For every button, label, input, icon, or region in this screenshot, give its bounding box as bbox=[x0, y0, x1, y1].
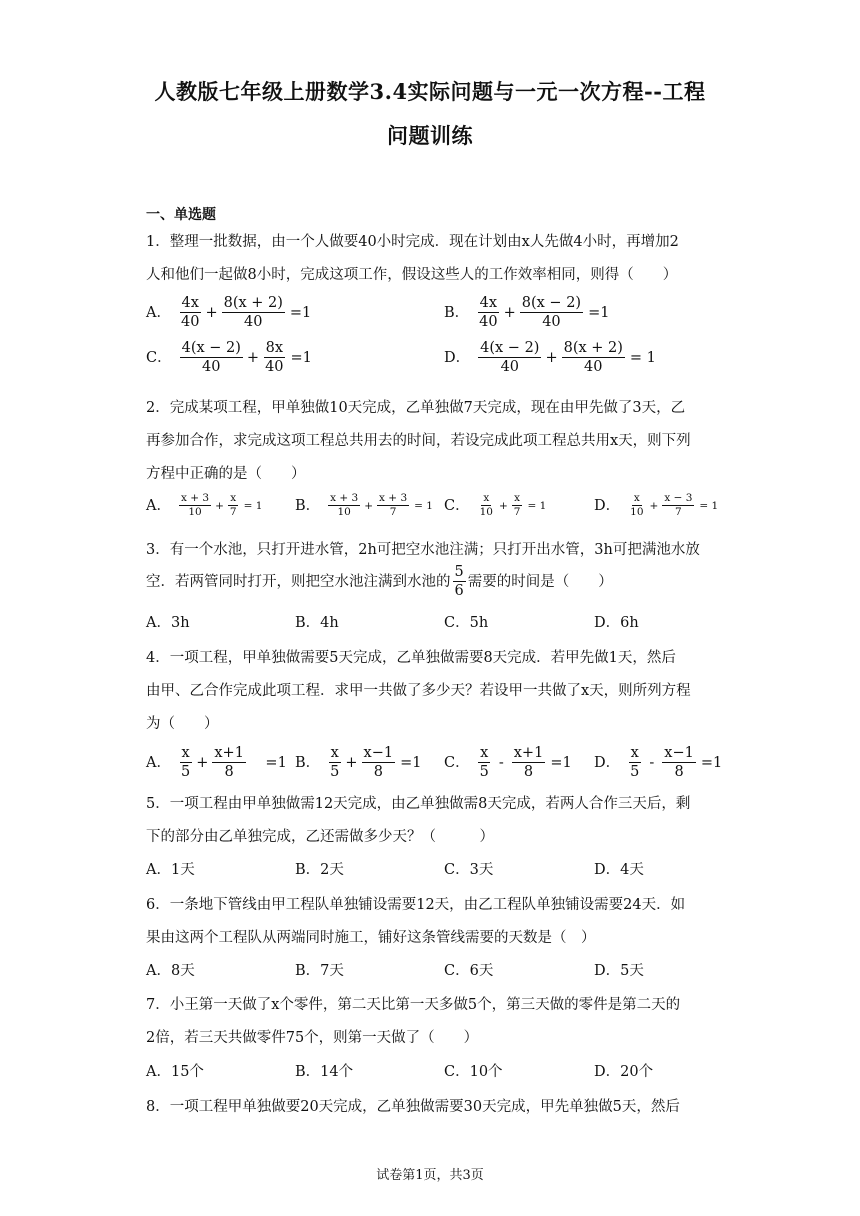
fraction: $\frac{x}{7}$ bbox=[513, 492, 521, 518]
question-7-line: 2倍，若三天共做零件75个，则第一天做了（ ） bbox=[146, 1030, 479, 1046]
option-label: D． bbox=[594, 754, 621, 771]
page-footer: 试卷第1页，共3页 bbox=[376, 1168, 484, 1183]
question-1-option-c[interactable]: C． $\frac{4(x - 2)}{40}$ + $\frac{8x}{40}$ =1 bbox=[146, 340, 312, 375]
question-2-option-b[interactable]: B． $\frac{x + 3}{10}$ + $\frac{x + 3}{7}$ = 1 bbox=[295, 492, 433, 518]
option-label: C． bbox=[146, 349, 172, 366]
question-2-option-a[interactable]: A． $\frac{x + 3}{10}$ + $\frac{x}{7}$ = 1 bbox=[146, 492, 263, 518]
option-label: B． bbox=[444, 304, 470, 321]
question-6-option-a[interactable]: A．8天 bbox=[146, 963, 195, 979]
question-4-option-c[interactable]: C． $\frac{x}{5}$ - $\frac{x+1}{8}$ =1 bbox=[444, 745, 572, 780]
question-1-option-d[interactable]: D． $\frac{4(x - 2)}{40}$ + $\frac{8(x + 2)}{40}$ = 1 bbox=[444, 340, 656, 375]
question-2-line: 再参加合作，求完成这项工程总共用去的时间，若设完成此项工程总共用x天，则下列 bbox=[146, 433, 691, 449]
question-7-line: 7．小王第一天做了x个零件，第二天比第一天多做5个，第三天做的零件是第二天的 bbox=[146, 997, 681, 1013]
fraction: $\frac{8(x + 2)}{40}$ bbox=[223, 295, 283, 330]
question-1-line: 1．整理一批数据，由一个人做要40小时完成．现在计划由x人先做4小时，再增加2 bbox=[146, 234, 679, 250]
fraction: $\frac{x+1}{8}$ bbox=[214, 745, 244, 780]
question-7-option-b[interactable]: B．14个 bbox=[295, 1064, 354, 1080]
question-4-option-b[interactable]: B． $\frac{x}{5}$ + $\frac{x-1}{8}$ =1 bbox=[295, 745, 422, 780]
fraction: $\frac{4(x - 2)}{40}$ bbox=[181, 340, 241, 375]
question-1-option-b[interactable]: B． $\frac{4x}{40}$ + $\frac{8(x - 2)}{40}$ =1 bbox=[444, 295, 610, 330]
question-6-option-d[interactable]: D．5天 bbox=[594, 963, 644, 979]
question-3-line: 空．若两管同时打开，则把空水池注满到水池的 $\frac{5}{6}$ 需要的时间是（ ） bbox=[146, 564, 613, 599]
question-4-option-d[interactable]: D． $\frac{x}{5}$ - $\frac{x-1}{8}$ =1 bbox=[594, 745, 723, 780]
fraction: $\frac{x}{10}$ bbox=[630, 492, 644, 518]
question-4-line: 4．一项工程，甲单独做需要5天完成，乙单独做需要8天完成．若甲先做1天，然后 bbox=[146, 650, 676, 666]
question-5-option-d[interactable]: D．4天 bbox=[594, 862, 644, 878]
question-7-option-a[interactable]: A．15个 bbox=[146, 1064, 204, 1080]
question-6-line: 果由这两个工程队从两端同时施工，铺好这条管线需要的天数是（ ） bbox=[146, 930, 596, 946]
option-label: A． bbox=[146, 754, 171, 771]
question-6-option-b[interactable]: B．7天 bbox=[295, 963, 344, 979]
option-label: A． bbox=[146, 497, 171, 514]
question-3-option-a[interactable]: A．3h bbox=[146, 615, 190, 631]
question-5-line: 下的部分由乙单独完成，乙还需做多少天？（ ） bbox=[146, 829, 494, 845]
question-4-option-a[interactable]: A． $\frac{x}{5}$ + $\frac{x+1}{8}$ =1 bbox=[146, 745, 287, 780]
question-1-line: 人和他们一起做8小时，完成这项工作，假设这些人的工作效率相同，则得（ ） bbox=[146, 267, 678, 283]
question-2-option-d[interactable]: D． $\frac{x}{10}$ + $\frac{x - 3}{7}$ = 1 bbox=[594, 492, 719, 518]
option-label: C． bbox=[444, 754, 470, 771]
question-2-line: 方程中正确的是（ ） bbox=[146, 466, 306, 482]
question-8-line: 8．一项工程甲单独做要20天完成，乙单独做需要30天完成，甲先单独做5天，然后 bbox=[146, 1099, 680, 1115]
option-label: B． bbox=[295, 497, 321, 514]
question-4-line: 为（ ） bbox=[146, 716, 219, 732]
fraction: $\frac{x+1}{8}$ bbox=[513, 745, 544, 780]
question-3-option-b[interactable]: B．4h bbox=[295, 615, 339, 631]
fraction: $\frac{x}{5}$ bbox=[330, 745, 340, 780]
question-5-line: 5．一项工程由甲单独做需12天完成，由乙单独做需8天完成，若两人合作三天后，剩 bbox=[146, 796, 691, 812]
option-label: C． bbox=[444, 497, 470, 514]
question-6-line: 6．一条地下管线由甲工程队单独铺设需要12天，由乙工程队单独铺设需要24天．如 bbox=[146, 897, 686, 913]
question-4-line: 由甲、乙合作完成此项工程．求甲一共做了多少天？若设甲一共做了x天，则所列方程 bbox=[146, 683, 691, 699]
question-3-option-d[interactable]: D．6h bbox=[594, 615, 639, 631]
option-label: D． bbox=[594, 497, 621, 514]
fraction: $\frac{x}{5}$ bbox=[630, 745, 640, 780]
page-title: 人教版七年级上册数学3.4实际问题与一元一次方程--工程 bbox=[154, 79, 706, 104]
fraction: $\frac{8(x + 2)}{40}$ bbox=[563, 340, 623, 375]
question-2-line: 2．完成某项工程，甲单独做10天完成，乙单独做7天完成，现在由甲先做了3天，乙 bbox=[146, 400, 686, 416]
fraction: $\frac{x + 3}{10}$ bbox=[330, 492, 359, 518]
option-label: A． bbox=[146, 304, 171, 321]
question-5-option-b[interactable]: B．2天 bbox=[295, 862, 344, 878]
fraction: $\frac{5}{6}$ bbox=[454, 564, 464, 599]
section-heading: 一、单选题 bbox=[146, 207, 216, 223]
fraction: $\frac{4x}{40}$ bbox=[479, 295, 498, 330]
fraction: $\frac{8(x - 2)}{40}$ bbox=[521, 295, 582, 330]
fraction: $\frac{8x}{40}$ bbox=[265, 340, 284, 375]
fraction: $\frac{x}{7}$ bbox=[229, 492, 237, 518]
question-3-option-c[interactable]: C．5h bbox=[444, 615, 489, 631]
question-2-option-c[interactable]: C． $\frac{x}{10}$ + $\frac{x}{7}$ = 1 bbox=[444, 492, 547, 518]
fraction: $\frac{x}{5}$ bbox=[479, 745, 489, 780]
fraction: $\frac{x-1}{8}$ bbox=[363, 745, 394, 780]
question-5-option-c[interactable]: C．3天 bbox=[444, 862, 494, 878]
fraction: $\frac{4x}{40}$ bbox=[180, 295, 200, 330]
fraction: $\frac{x + 3}{7}$ bbox=[379, 492, 408, 518]
question-5-option-a[interactable]: A．1天 bbox=[146, 862, 195, 878]
fraction: $\frac{x + 3}{10}$ bbox=[180, 492, 210, 518]
fraction: $\frac{x}{10}$ bbox=[479, 492, 493, 518]
option-label: B． bbox=[295, 754, 321, 771]
question-7-option-c[interactable]: C．10个 bbox=[444, 1064, 503, 1080]
question-7-option-d[interactable]: D．20个 bbox=[594, 1064, 654, 1080]
question-3-line: 3．有一个水池，只打开进水管，2h可把空水池注满；只打开出水管，3h可把满池水放 bbox=[146, 542, 700, 558]
fraction: $\frac{4(x - 2)}{40}$ bbox=[480, 340, 540, 375]
question-6-option-c[interactable]: C．6天 bbox=[444, 963, 494, 979]
fraction: $\frac{x-1}{8}$ bbox=[664, 745, 694, 780]
fraction: $\frac{x}{5}$ bbox=[180, 745, 191, 780]
question-1-option-a[interactable]: A． $\frac{4x}{40}$ + $\frac{8(x + 2)}{40}$ =1 bbox=[146, 295, 312, 330]
fraction: $\frac{x - 3}{7}$ bbox=[664, 492, 693, 518]
option-label: D． bbox=[444, 349, 471, 366]
page-title-continued: 问题训练 bbox=[387, 123, 473, 148]
